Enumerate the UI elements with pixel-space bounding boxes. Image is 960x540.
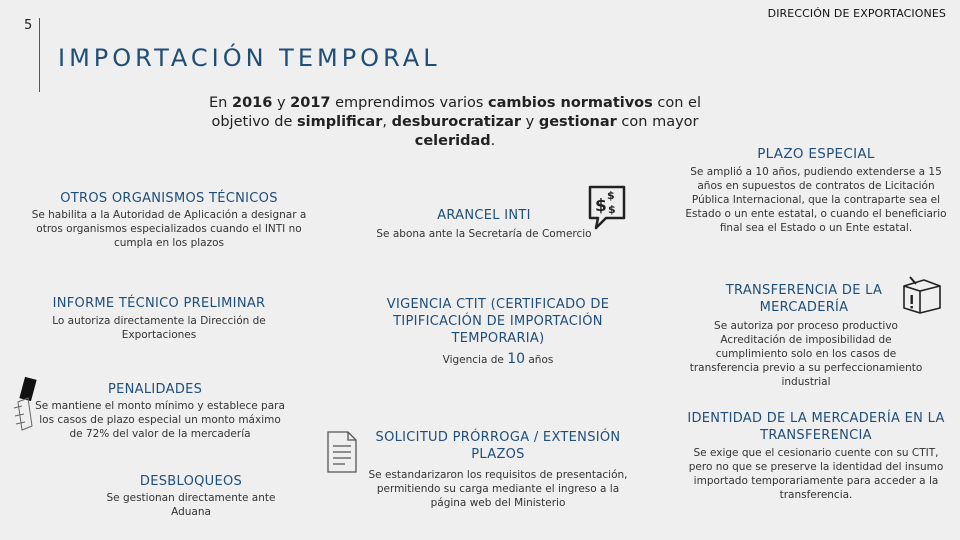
arancel-title: ARANCEL INTI (437, 208, 531, 223)
informe-tecnico-block (28, 295, 290, 342)
svg-text:$: $ (608, 203, 616, 216)
transferencia-text-block (686, 319, 926, 389)
page-title: IMPORTACIÓN TEMPORAL (58, 44, 441, 72)
intro-paragraph: En 2016 y 2017 emprendimos varios cambios normativos con el objetivo de simplificar, desburocratizar y gestionar con mayor celeridad. (209, 95, 701, 149)
vigencia-block (360, 296, 636, 367)
transferencia-text: Se autoriza por proceso productivo Acreditación de imposibilidad de cumplimiento solo en los casos de transferencia previo a su perfeccionamiento industrial (689, 320, 923, 388)
plazo-especial-title: PLAZO ESPECIAL (757, 146, 875, 162)
department-header: DIRECCIÓN DE EXPORTACIONES (767, 7, 946, 20)
informe-tecnico-title: INFORME TÉCNICO PRELIMINAR (52, 296, 266, 311)
plazo-especial-text: Se amplió a 10 años, pudiendo extenderse a 15 años en supuestos de contratos de Licitación Pública Internacional, que la contraparte sea el Estado o un ente estatal, o cuando el beneficiario final sea el Estado o un Ente estatal. (685, 166, 947, 234)
desbloqueos-block (96, 473, 286, 519)
solicitud-text: Se estandarizaron los requisitos de presentación, permitiendo su carga mediante el ingreso a la página web del Ministerio (368, 469, 628, 509)
vigencia-title: VIGENCIA CTIT (CERTIFICADO DE TIPIFICACIÓN DE IMPORTACIÓN TEMPORARIA) (386, 297, 610, 346)
arancel-block (365, 207, 603, 241)
penalidades-block (34, 381, 286, 441)
transferencia-title-block (704, 282, 904, 316)
desbloqueos-title: DESBLOQUEOS (139, 474, 243, 489)
penalidades-text: Se mantiene el monto mínimo y establece para los casos de plazo especial un monto máximo de 72% del valor de la mercadería (35, 400, 285, 440)
vigencia-text: Vigencia de 10 años (442, 351, 554, 367)
identidad-title: IDENTIDAD DE LA MERCADERÍA EN LA TRANSFERENCIA (687, 411, 945, 443)
informe-tecnico-text: Lo autoriza directamente la Dirección de Exportaciones (52, 315, 266, 341)
identidad-text: Se exige que el cesionario cuente con su CTIT, pero no que se preserve la identidad del insumo importado temporariamente para acceder a la transferencia. (688, 447, 944, 501)
svg-text:$: $ (607, 189, 615, 202)
identidad-block (684, 410, 948, 502)
transferencia-title: TRANSFERENCIA DE LA MERCADERÍA (725, 283, 883, 315)
arancel-text: Se abona ante la Secretaría de Comercio (376, 228, 592, 240)
svg-text:$: $ (595, 196, 607, 216)
box-alert-icon (900, 276, 944, 314)
otros-organismos-text: Se habilita a la Autoridad de Aplicación a designar a otros organismos especializados cuando el INTI no cumpla en los plazos (31, 209, 307, 249)
otros-organismos-title: OTROS ORGANISMOS TÉCNICOS (60, 191, 278, 206)
page-number: 5 (24, 18, 33, 33)
solicitud-block (352, 429, 644, 510)
title-divider (39, 18, 40, 92)
desbloqueos-text: Se gestionan directamente ante Aduana (106, 492, 276, 518)
money-bubble-icon (586, 184, 628, 230)
otros-organismos-block (28, 190, 310, 250)
plazo-especial-block (682, 146, 950, 235)
solicitud-title: SOLICITUD PRÓRROGA / EXTENSIÓN PLAZOS (375, 430, 621, 462)
penalidades-title: PENALIDADES (108, 382, 203, 397)
